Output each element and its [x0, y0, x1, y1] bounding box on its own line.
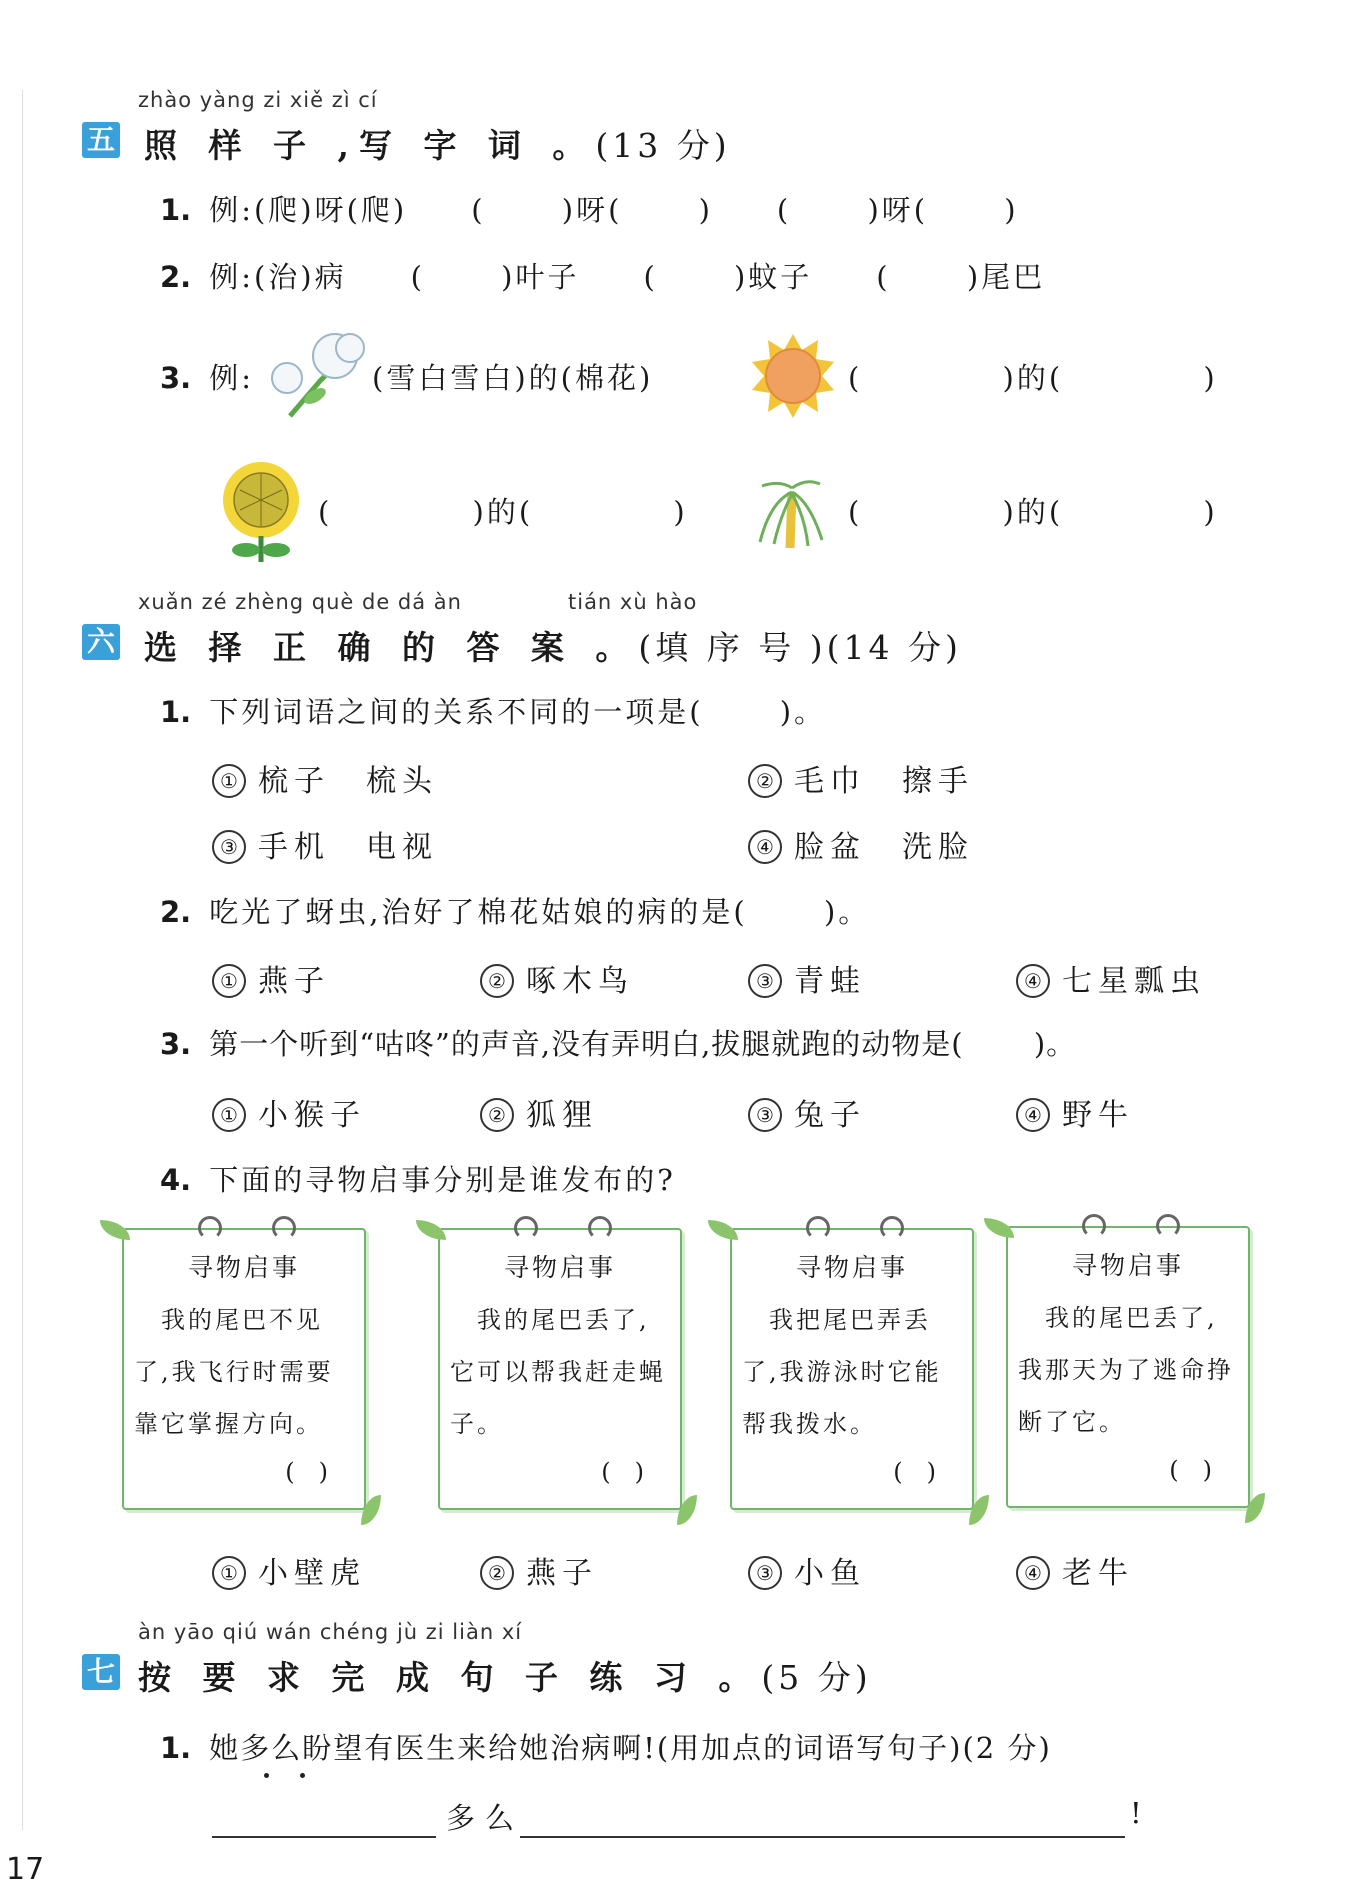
card-text: 我把尾巴弄丢了,我游泳时它能帮我拨水。 — [742, 1306, 942, 1438]
notice-card-3 — [730, 1228, 974, 1510]
sec5-q3-blank1: ( )的( ) — [848, 361, 1218, 395]
card-title: 寻物启事 — [187, 1253, 300, 1282]
emphasis-dot — [264, 1773, 269, 1778]
sec6-title: 选 择 正 确 的 答 案 。(填 序 号 )(14 分) — [144, 628, 962, 667]
sec5-q3: 3. 例: — [160, 361, 254, 395]
page-number: 17 — [6, 1852, 45, 1887]
card-text: 我的尾巴不见了,我飞行时需要靠它掌握方向。 — [134, 1306, 334, 1438]
sec7-q1-fill-end: ! — [1130, 1796, 1145, 1830]
sec6-badge: 六 — [82, 624, 120, 660]
ring-icon — [806, 1216, 830, 1240]
sec5-title: 照 样 子 ,写 字 词 。(13 分) — [144, 126, 731, 165]
leaf-icon — [100, 1220, 130, 1240]
sec6-q2-opt3: ③ 青蛙 — [748, 956, 866, 1000]
card-answer-blank: () — [1169, 1456, 1236, 1484]
sec6-pinyin-1: xuǎn zé zhèng què de dá àn — [138, 590, 462, 614]
sec6-score: (填 序 号 )(14 分) — [638, 628, 962, 667]
sec6-q4-opt4: ④ 老牛 — [1016, 1548, 1134, 1592]
sec7-title: 按 要 求 完 成 句 子 练 习 。(5 分) — [138, 1658, 872, 1697]
notice-card-4 — [1006, 1226, 1250, 1508]
sec6-q3-opt2: ② 狐狸 — [480, 1090, 598, 1134]
card-title: 寻物启事 — [503, 1253, 616, 1282]
sec6-q1-opt4: ④ 脸盆 洗脸 — [748, 822, 974, 866]
notice-card-2 — [438, 1228, 682, 1510]
sec7-score: (5 分) — [761, 1658, 872, 1697]
sec5-q2: 2. 例:(治)病 ( )叶子 ( )蚊子 ( )尾巴 — [160, 260, 1046, 294]
sec5-q1: 1. 例:(爬)呀(爬) ( )呀( ) ( )呀( ) — [160, 193, 1019, 227]
sec5-score: (13 分) — [595, 126, 731, 165]
card-text: 我的尾巴丢了,我那天为了逃命挣断了它。 — [1018, 1304, 1234, 1436]
card-title: 寻物启事 — [795, 1253, 908, 1282]
sec6-q2-opt1: ① 燕子 — [212, 956, 330, 1000]
sec6-q2: 2. 吃光了蚜虫,治好了棉花姑娘的病的是( )。 — [160, 895, 871, 929]
sec7-q1-fill-mid: 多么 — [446, 1801, 525, 1835]
card-title: 寻物启事 — [1071, 1251, 1184, 1280]
sec5-badge: 五 — [82, 122, 120, 158]
sunflower-icon — [218, 458, 304, 564]
ring-icon — [514, 1216, 538, 1240]
card-answer-blank: () — [601, 1458, 668, 1486]
ring-icon — [198, 1216, 222, 1240]
sec6-q1: 1. 下列词语之间的关系不同的一项是( )。 — [160, 695, 827, 729]
ring-icon — [1156, 1214, 1180, 1238]
sec6-q3-opt3: ③ 兔子 — [748, 1090, 866, 1134]
sec7-badge: 七 — [82, 1654, 120, 1690]
sec6-q4-opt3: ③ 小鱼 — [748, 1548, 866, 1592]
answer-line-2[interactable] — [520, 1836, 1125, 1838]
leaf-icon — [677, 1495, 697, 1525]
sec5-pinyin: zhào yàng zi xiě zì cí — [138, 88, 378, 112]
sec6-q4-opt1: ① 小壁虎 — [212, 1548, 366, 1592]
answer-line-1[interactable] — [212, 1836, 436, 1838]
leaf-icon — [416, 1220, 446, 1240]
sec5-q3-blank3: ( )的( ) — [848, 495, 1218, 529]
card-answer-blank: () — [893, 1458, 960, 1486]
sec6-q3-opt4: ④ 野牛 — [1016, 1090, 1134, 1134]
margin-line — [22, 90, 23, 1830]
sec6-pinyin-2: tián xù hào — [568, 590, 698, 614]
ring-icon — [880, 1216, 904, 1240]
cotton-icon — [265, 326, 370, 422]
sec6-q2-opt4: ④ 七星瓢虫 — [1016, 956, 1206, 1000]
sec6-q3-opt1: ① 小猴子 — [212, 1090, 366, 1134]
sec6-q2-opt2: ② 啄木鸟 — [480, 956, 634, 1000]
leaf-icon — [708, 1220, 738, 1240]
ring-icon — [1082, 1214, 1106, 1238]
sec6-q1-opt1: ① 梳子 梳头 — [212, 756, 438, 800]
ring-icon — [588, 1216, 612, 1240]
sec6-q4: 4. 下面的寻物启事分别是谁发布的? — [160, 1163, 676, 1197]
sec6-q3: 3. 第一个听到“咕咚”的声音,没有弄明白,拔腿就跑的动物是( )。 — [160, 1027, 1077, 1061]
sec5-q3-example: (雪白雪白)的(棉花) — [372, 361, 654, 395]
notice-card-1 — [122, 1228, 366, 1510]
leaf-icon — [361, 1495, 381, 1525]
willow-icon — [750, 472, 830, 550]
sec6-q1-opt2: ② 毛巾 擦手 — [748, 756, 974, 800]
leaf-icon — [969, 1495, 989, 1525]
sec6-q1-opt3: ③ 手机 电视 — [212, 822, 438, 866]
sun-icon — [750, 332, 836, 418]
leaf-icon — [1245, 1493, 1265, 1523]
emphasis-dot — [300, 1773, 305, 1778]
leaf-icon — [984, 1218, 1014, 1238]
card-answer-blank: () — [285, 1458, 352, 1486]
ring-icon — [272, 1216, 296, 1240]
sec7-pinyin: àn yāo qiú wán chéng jù zi liàn xí — [138, 1620, 523, 1644]
sec5-q3-blank2: ( )的( ) — [318, 495, 688, 529]
sec7-q1: 1. 她多么盼望有医生来给她治病啊!(用加点的词语写句子)(2 分) — [160, 1731, 1052, 1765]
card-text: 我的尾巴丢了,它可以帮我赶走蝇子。 — [450, 1306, 666, 1438]
sec6-q4-opt2: ② 燕子 — [480, 1548, 598, 1592]
